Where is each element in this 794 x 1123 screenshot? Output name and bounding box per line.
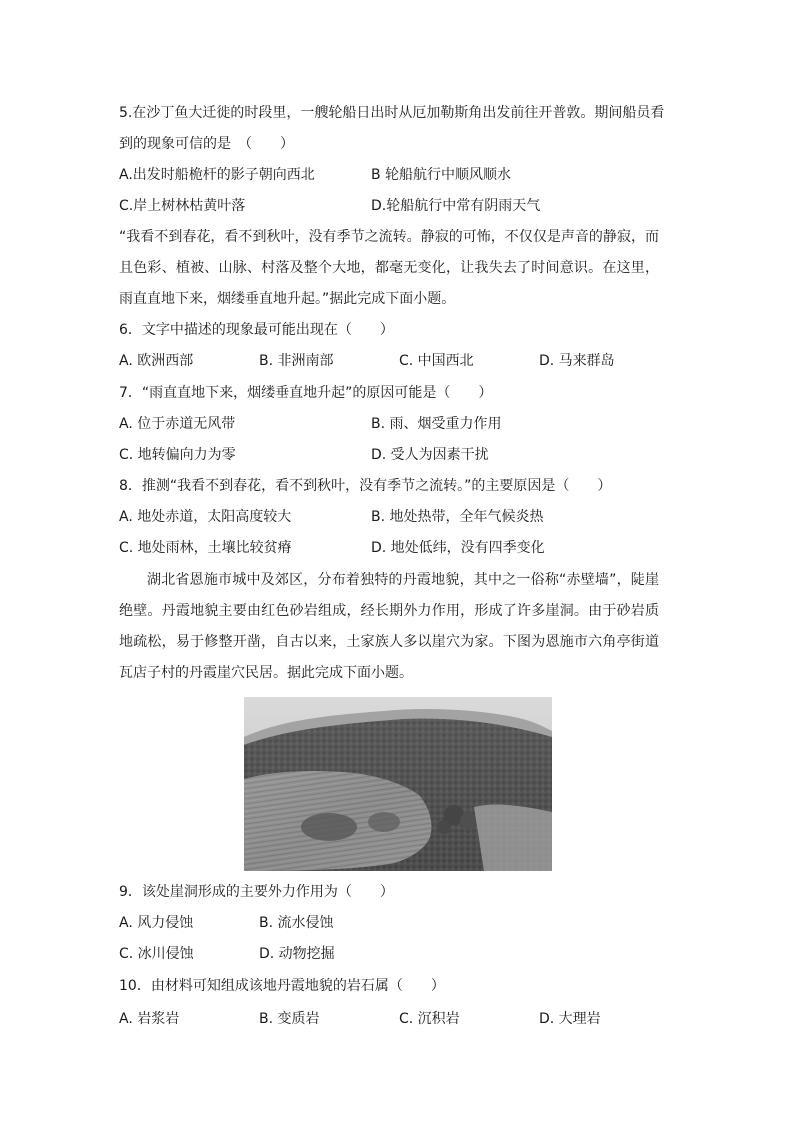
q7-option-a: A. 位于赤道无风带 xyxy=(119,416,236,432)
q8-stem: 8．推测“我看不到春花，看不到秋叶，没有季节之流转。”的主要原因是（ ） xyxy=(119,478,612,494)
q6-option-c: C. 中国西北 xyxy=(399,353,474,369)
q8-option-b: B. 地处热带，全年气候炎热 xyxy=(371,509,544,525)
q7-option-b: B. 雨、烟受重力作用 xyxy=(371,416,502,432)
q7-option-c: C. 地转偏向力为零 xyxy=(119,447,236,463)
q5-option-b: B 轮船航行中顺风顺水 xyxy=(371,167,512,183)
q5-stem-line2: 到的现象可信的是 （ ） xyxy=(119,136,294,152)
q9-option-a: A. 风力侵蚀 xyxy=(119,915,194,931)
q10-option-b: B. 变质岩 xyxy=(259,1011,320,1027)
q9-option-d: D. 动物挖掘 xyxy=(259,946,335,962)
q5-option-c: C.岸上树林枯黄叶落 xyxy=(119,198,246,214)
q10-stem: 10．由材料可知组成该地丹霞地貌的岩石属（ ） xyxy=(119,978,445,994)
q10-option-c: C. 沉积岩 xyxy=(399,1011,460,1027)
q10-option-d: D. 大理岩 xyxy=(539,1011,601,1027)
q8-option-a: A. 地处赤道，太阳高度较大 xyxy=(119,509,292,525)
q5-option-a: A.出发时船桅杆的影子朝向西北 xyxy=(119,167,315,183)
q10-option-a: A. 岩浆岩 xyxy=(119,1011,180,1027)
q6-option-b: B. 非洲南部 xyxy=(259,353,334,369)
q9-option-c: C. 冰川侵蚀 xyxy=(119,946,194,962)
q5-stem-line1: 5.在沙丁鱼大迁徙的时段里，一艘轮船日出时从厄加勒斯角出发前往开普敦。期间船员看 xyxy=(119,105,665,121)
q8-option-c: C. 地处雨林，土壤比较贫瘠 xyxy=(119,540,292,556)
q7-option-d: D. 受人为因素干扰 xyxy=(371,447,489,463)
q8-option-d: D. 地处低纬，没有四季变化 xyxy=(371,540,545,556)
passage-quote: “我看不到春花，看不到秋叶，没有季节之流转。静寂的可怖，不仅仅是声音的静寂，而且色彩、植被、山脉、村落及整个大地，都毫无变化，让我失去了时间意识。在这里，雨直直地下来，烟缕垂直地升起。”据此完成下面小题。 xyxy=(119,229,659,307)
q6-option-a: A. 欧洲西部 xyxy=(119,353,194,369)
passage-danxia: 湖北省恩施市城中及郊区，分布着独特的丹霞地貌，其中之一俗称“赤壁墙”，陡崖绝壁。丹霞地貌主要由红色砂岩组成，经长期外力作用，形成了许多崖洞。由于砂岩质地疏松，易于修整开凿，自古以来，土家族人多以崖穴为家。下图为恩施市六角亭街道瓦店子村的丹霞崖穴民居。据此完成下面小题。 xyxy=(119,572,659,681)
q6-option-d: D. 马来群岛 xyxy=(539,353,615,369)
q9-option-b: B. 流水侵蚀 xyxy=(259,915,334,931)
q5-option-d: D.轮船航行中常有阴雨天气 xyxy=(371,198,541,214)
q6-stem: 6．文字中描述的现象最可能出现在（ ） xyxy=(119,322,394,338)
danxia-cliff-photo xyxy=(244,697,552,871)
q9-stem: 9．该处崖洞形成的主要外力作用为（ ） xyxy=(119,884,394,900)
q7-stem: 7．“雨直直地下来，烟缕垂直地升起”的原因可能是（ ） xyxy=(119,385,493,401)
